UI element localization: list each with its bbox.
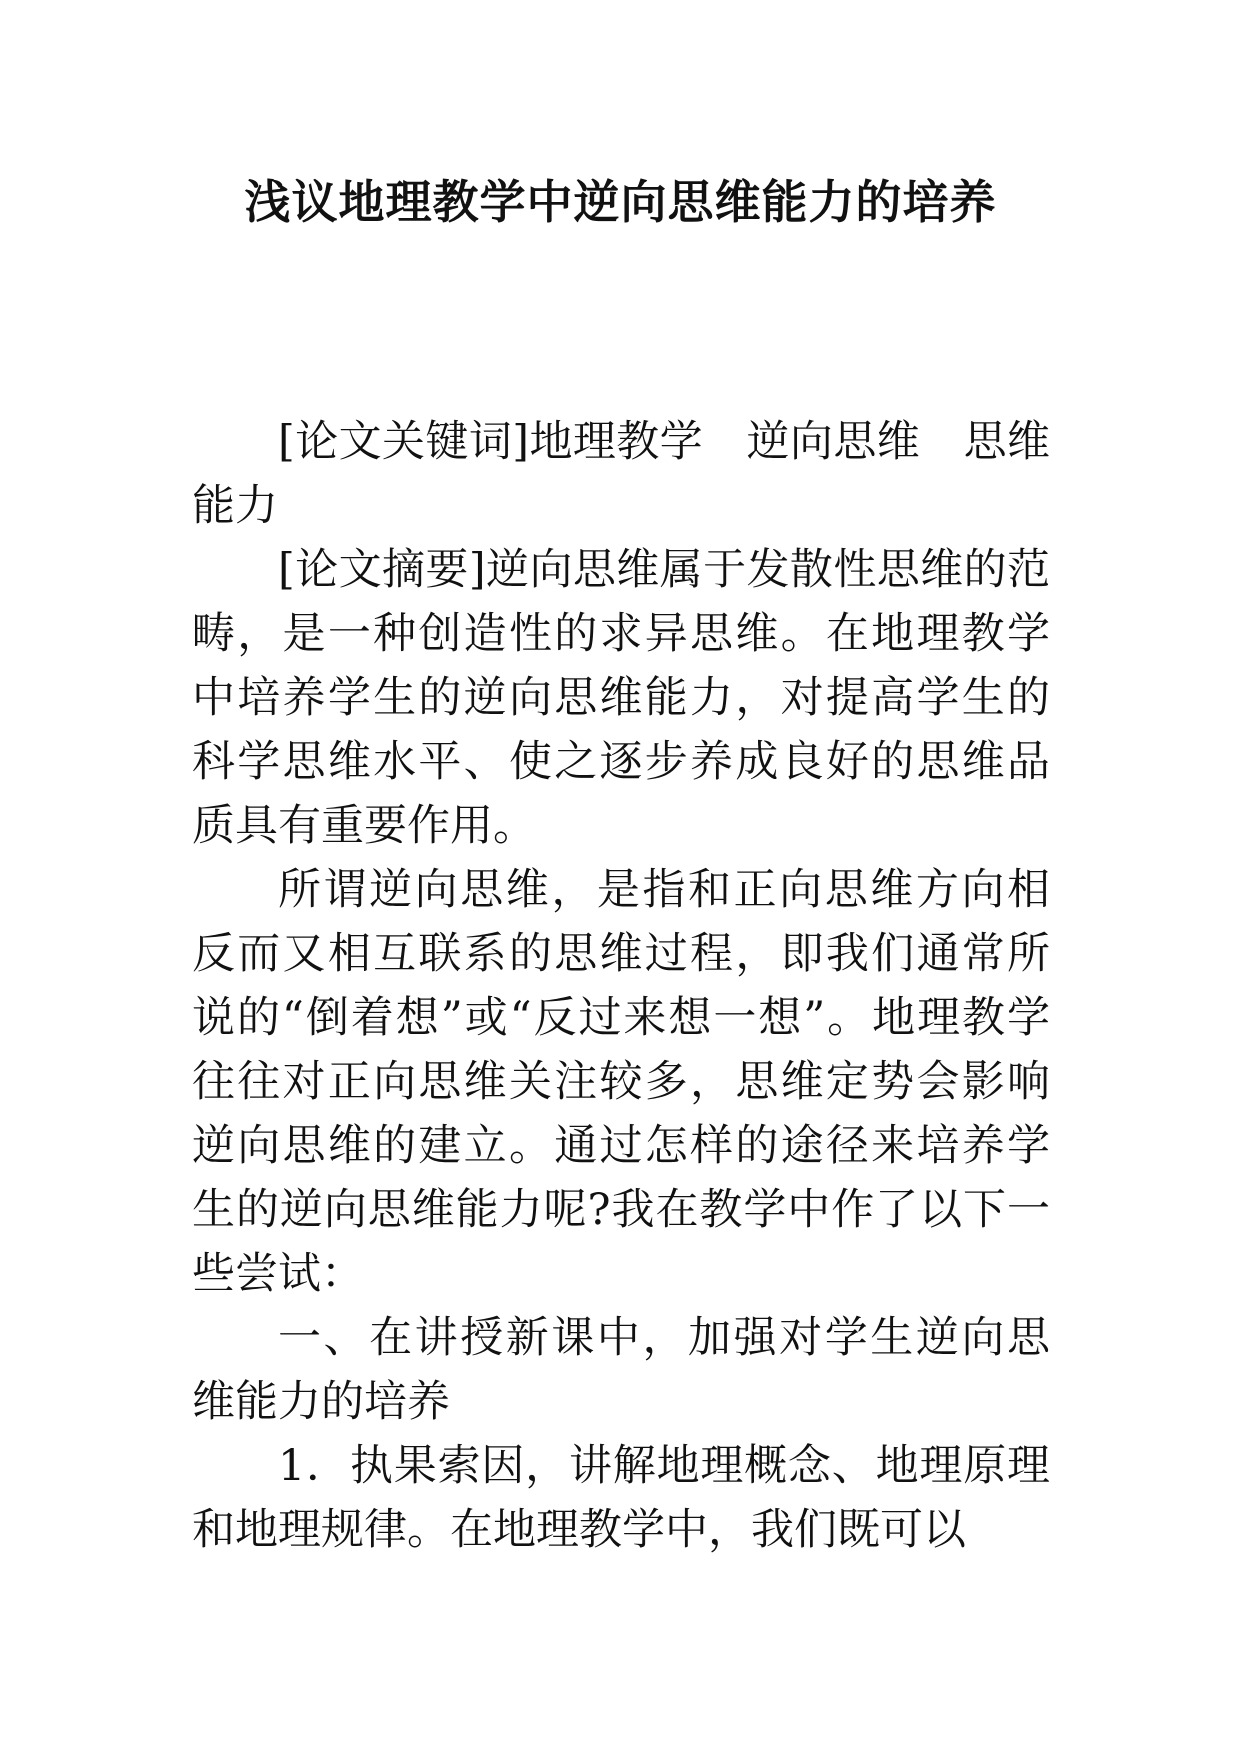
abstract-paragraph: [论文摘要]逆向思维属于发散性思维的范畴，是一种创造性的求异思维。在地理教学中培养学生的逆向思维能力，对提高学生的科学思维水平、使之逐步养成良好的思维品质具有重要作用。 [192,545,1050,851]
body-paragraph: 所谓逆向思维，是指和正向思维方向相反而又相互联系的思维过程，即我们通常所说的“倒着想”或“反过来想一想”。地理教学往往对正向思维关注较多，思维定势会影响逆向思维的建立。通过怎样的途径来培养学生的逆向思维能力呢?我在教学中作了以下一些尝试： [192,865,1050,1299]
keywords-paragraph: [论文关键词]地理教学 逆向思维 思维能力 [192,417,1050,531]
body-paragraph: 1．执果索因，讲解地理概念、地理原理和地理规律。在地理教学中，我们既可以 [192,1441,1050,1555]
document-title: 浅议地理教学中逆向思维能力的培养 [244,175,997,229]
document-body [192,410,1050,1562]
section-heading: 一、在讲授新课中，加强对学生逆向思维能力的培养 [192,1313,1050,1427]
